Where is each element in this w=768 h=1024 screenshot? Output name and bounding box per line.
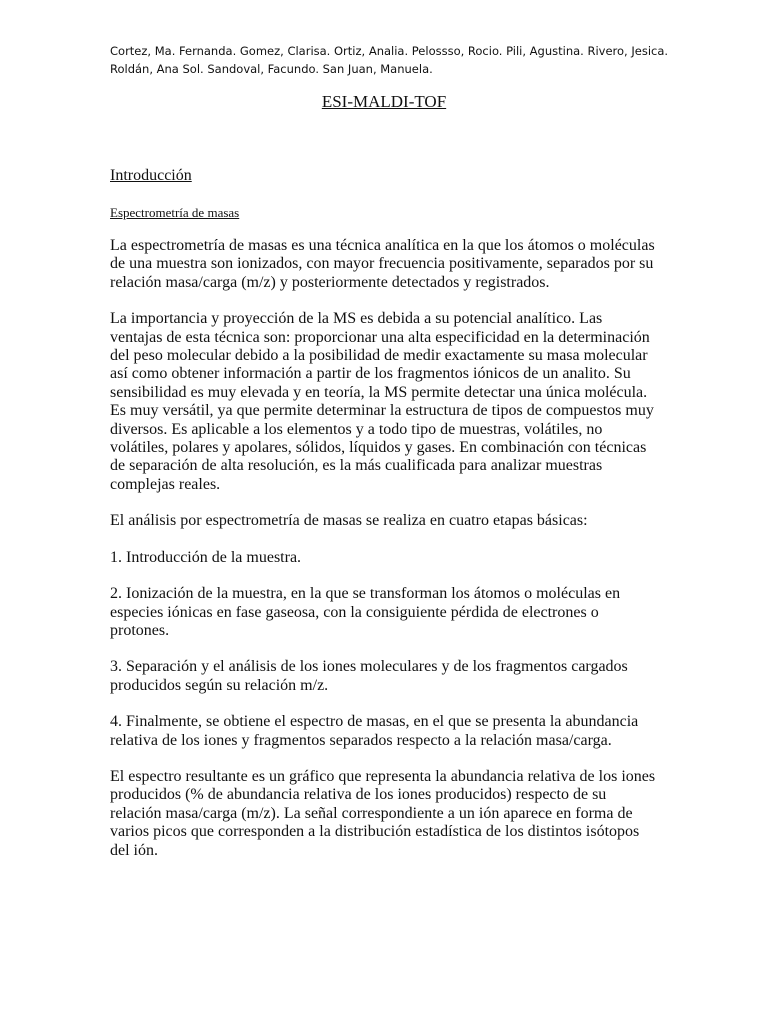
paragraph-stages-intro: El análisis por espectrometría de masas se realiza en cuatro etapas básicas: [110,512,588,530]
list-item-stage-4: 4. Finalmente, se obtiene el espectro de masas, en el que se presenta la abundancia relativa de los iones y fragmentos separados respecto a la relación masa/carga. [110,713,639,749]
paragraph-definition: La espectrometría de masas es una técnica analítica en la que los átomos o moléculas de una muestra son ionizados, con mayor frecuencia positivamente, separados por su relación masa/carga (m/z) y posteriormente detectados y registrados. [110,237,655,291]
subsection-heading: Espectrometría de masas [110,205,240,220]
paragraph-spectrum: El espectro resultante es un gráfico que representa la abundancia relativa de los iones producidos (% de abundancia relativa de los iones producidos) respecto de su relación masa/carga (m/z). La señal correspondiente a un ión aparece en forma de varios picos que corresponden a la distribución estadística de los distintos isótopos del ión. [110,767,656,859]
list-item-stage-1: 1. Introducción de la muestra. [110,548,302,566]
author-list: Cortez, Ma. Fernanda. Gomez, Clarisa. Ortiz, Analia. Pelossso, Rocio. Pili, Agustina. Rivero, Jesica. Roldán, Ana Sol. Sandoval, Facundo. San Juan, Manuela. [110,44,669,76]
section-heading: Introducción [110,167,192,184]
body-text [110,237,658,878]
paragraph-importance: La importancia y proyección de la MS es debida a su potencial analítico. Las ventajas de esta técnica son: proporcionar una alta especificidad en la determinación del peso molecular debido a la posibilidad de medir exactamente su masa molecular así como obtener información a partir de los fragmentos iónicos de un analito. Su sensibilidad es muy elevada y en teoría, la MS permite detectar una única molécula. Es muy versátil, ya que permite determinar la estructura de tipos de compuestos muy diversos. Es aplicable a los elementos y a todo tipo de muestras, volátiles, no volátiles, polares y apolares, sólidos, líquidos y gases. En combinación con técnicas de separación de alta resolución, es la más cualificada para analizar muestras complejas reales. [110,310,654,493]
list-item-stage-2: 2. Ionización de la muestra, en la que se transforman los átomos o moléculas en especies iónicas en fase gaseosa, con la consiguiente pérdida de electrones o protones. [110,585,621,639]
document-title: ESI-MALDI-TOF [321,92,447,111]
list-item-stage-3: 3. Separación y el análisis de los iones moleculares y de los fragmentos cargados producidos según su relación m/z. [110,658,628,694]
